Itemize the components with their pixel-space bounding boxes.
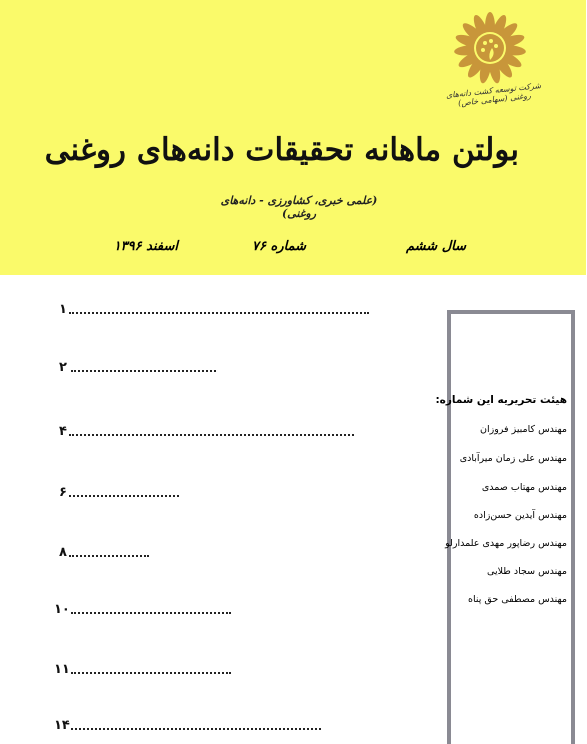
toc-leader-dots bbox=[70, 487, 180, 497]
board-member: مهندس آیدین حسن‌زاده bbox=[474, 510, 568, 521]
toc-page-number: ۴ bbox=[60, 424, 68, 439]
bulletin-subtitle: (علمی خبری، کشاورزی - دانه‌های روغنی) bbox=[221, 194, 379, 220]
board-member: مهندس مهتاب صمدی bbox=[482, 482, 568, 493]
cover-header bbox=[0, 0, 587, 275]
toc-page-number: ۱ bbox=[60, 302, 68, 317]
toc-page-number: ۸ bbox=[60, 545, 68, 560]
toc-leader-dots bbox=[72, 362, 217, 372]
issue-date: اسفند ۱۳۹۶ bbox=[114, 239, 179, 254]
editorial-board-title: هیئت تحریریه این شماره: bbox=[436, 394, 568, 406]
toc-leader-dots bbox=[72, 720, 322, 730]
toc-leader-dots bbox=[70, 304, 370, 314]
toc-leader-dots bbox=[72, 664, 232, 674]
editorial-board-box bbox=[436, 310, 576, 744]
issue-number: شماره ۷۶ bbox=[253, 239, 307, 254]
logo-caption: شرکت توسعه کشت دانه‌های روغنی (سهامی خاص) bbox=[446, 81, 543, 108]
board-member: مهندس کامبیز فروزان bbox=[480, 424, 568, 435]
toc-page-number: ۱۴ bbox=[55, 718, 71, 733]
board-member: مهندس رضاپور مهدی علمدارلو bbox=[446, 538, 568, 549]
toc-page-number: ۱۰ bbox=[55, 602, 71, 617]
toc-page-number: ۶ bbox=[60, 485, 68, 500]
board-member: مهندس مصطفی حق پناه bbox=[469, 594, 568, 605]
toc-page-number: ۲ bbox=[60, 360, 68, 375]
board-member: مهندس سجاد طلایی bbox=[488, 566, 568, 577]
toc-leader-dots bbox=[70, 426, 355, 436]
sunflower-logo-icon bbox=[455, 12, 527, 84]
volume-year: سال ششم bbox=[407, 239, 467, 254]
toc-leader-dots bbox=[72, 604, 232, 614]
bulletin-title: بولتن ماهانه تحقیقات دانه‌های روغنی bbox=[45, 132, 520, 168]
toc-leader-dots bbox=[70, 547, 150, 557]
toc-page-number: ۱۱ bbox=[55, 662, 71, 677]
board-member: مهندس علی زمان میرآبادی bbox=[460, 453, 568, 464]
